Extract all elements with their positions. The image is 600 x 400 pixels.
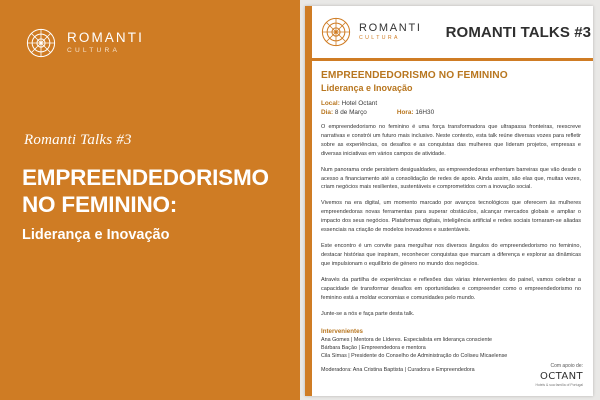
body-paragraph: Este encontro é um convite para mergulhar nos diversos ângulos do empreendedorismo no feminino, destacar histórias que inspiram, reconhecer conquistas que marcam a diferença e explorar as dinâmicas que impulsionam o equilíbrio de género no mundo dos negócios. — [321, 242, 581, 267]
brand-wordmark-left — [67, 31, 144, 54]
brand-name: ROMANTI — [67, 30, 144, 46]
speaker-item: Cila Simas | Presidente do Conselho de Administração do Coliseu Micaelense — [321, 353, 508, 360]
document-preview-panel — [300, 0, 600, 400]
moderator-line: Moderadora: Ana Cristina Baptista | Curadora e Empreendedora — [321, 367, 475, 374]
signoff-text: Junte-se a nós e faça parte desta talk. — [321, 311, 415, 318]
event-location-label: Local: — [321, 100, 340, 107]
event-time — [397, 109, 434, 116]
document-title: EMPREENDEDORISMO NO FEMININO — [321, 70, 508, 81]
event-time-label: Hora: — [396, 109, 414, 116]
event-time-value: 16H30 — [415, 109, 435, 116]
document-header — [305, 6, 593, 58]
event-location — [321, 100, 581, 107]
octant-logo-subtitle: Hotels & sua família of Portugal — [535, 383, 583, 388]
body-paragraph: O empreendedorismo no feminino é uma força transformadora que ultrapassa fronteiras, reescreve narrativas e constrói um futuro mais inclusivo. Neste contexto, esta talk reúne diversas vozes para refletir sobre as experiências, os desafios e as conquistas das mulheres que lideram projetos, empresas e diversas iniciativas em vários campos de atividade. — [321, 124, 581, 157]
speakers-heading: Intervenientes — [321, 328, 363, 336]
brand-subtitle: CULTURA — [67, 46, 121, 54]
mandala-icon — [319, 15, 353, 49]
document-body — [305, 61, 593, 373]
event-datetime-row — [321, 109, 581, 116]
octant-logo: OCTANT — [539, 371, 583, 383]
event-date — [321, 109, 367, 116]
series-label: Romanti Talks #3 — [24, 132, 132, 148]
brand-logo-left — [24, 26, 276, 60]
body-paragraph: Num panorama onde persistem desigualdades, as empreendedoras enfrentam barreiras que vão desde o acesso a financiamento até a consolidação de redes de apoio. Ainda assim, são elas que, muitas vezes, criam negócios mais resilientes, sustentáveis e comprometidos com a inovação social. — [321, 166, 581, 191]
event-date-value: 8 de Março — [334, 109, 367, 116]
cover-headline — [22, 165, 290, 243]
headline-line-1: EMPREENDEDORISMO — [22, 165, 269, 190]
brand-name: ROMANTI — [359, 21, 422, 34]
document-subtitle: Liderança e Inovação — [321, 83, 413, 93]
mandala-icon — [24, 26, 58, 60]
body-paragraph: Através da partilha de experiências e reflexões das várias intervenientes do painel, vamos celebrar a capacidade de transformar desafios em oportunidades e compreender como o empreendedorismo no feminino está a moldar economias e comunidades pelo mundo. — [321, 276, 581, 301]
brand-wordmark-right — [359, 23, 422, 41]
document-header-title: ROMANTI TALKS #3 — [445, 23, 592, 41]
body-paragraph: Vivemos na era digital, um momento marcado por avanços tecnológicos que oferecem às mulheres empreendedoras novas ferramentas para superar obstáculos, alcançar mercados globais e ampliar o impacto dos seus negócios. Plataformas digitais, inteligência artificial e redes sociais tornaram-se aliadas essenciais na criação de modelos inovadores e sustentáveis. — [321, 200, 581, 234]
event-location-value: Hotel Octant — [341, 100, 378, 107]
support-label: Com apoio de: — [550, 363, 583, 370]
speaker-item: Ana Gomes | Mentora de Líderes. Especialista em liderança consciente — [321, 337, 492, 344]
sheet-accent-bar — [305, 6, 312, 396]
event-date-label: Dia: — [321, 109, 334, 116]
headline-line-2: NO FEMININO: — [22, 191, 178, 217]
support-block — [536, 363, 584, 388]
speaker-item: Bárbara Baçâo | Empreendedora e mentora — [321, 345, 426, 352]
brand-subtitle: CULTURA — [359, 34, 400, 41]
document-sheet — [305, 6, 593, 396]
headline-subtitle: Liderança e Inovação — [22, 227, 170, 244]
